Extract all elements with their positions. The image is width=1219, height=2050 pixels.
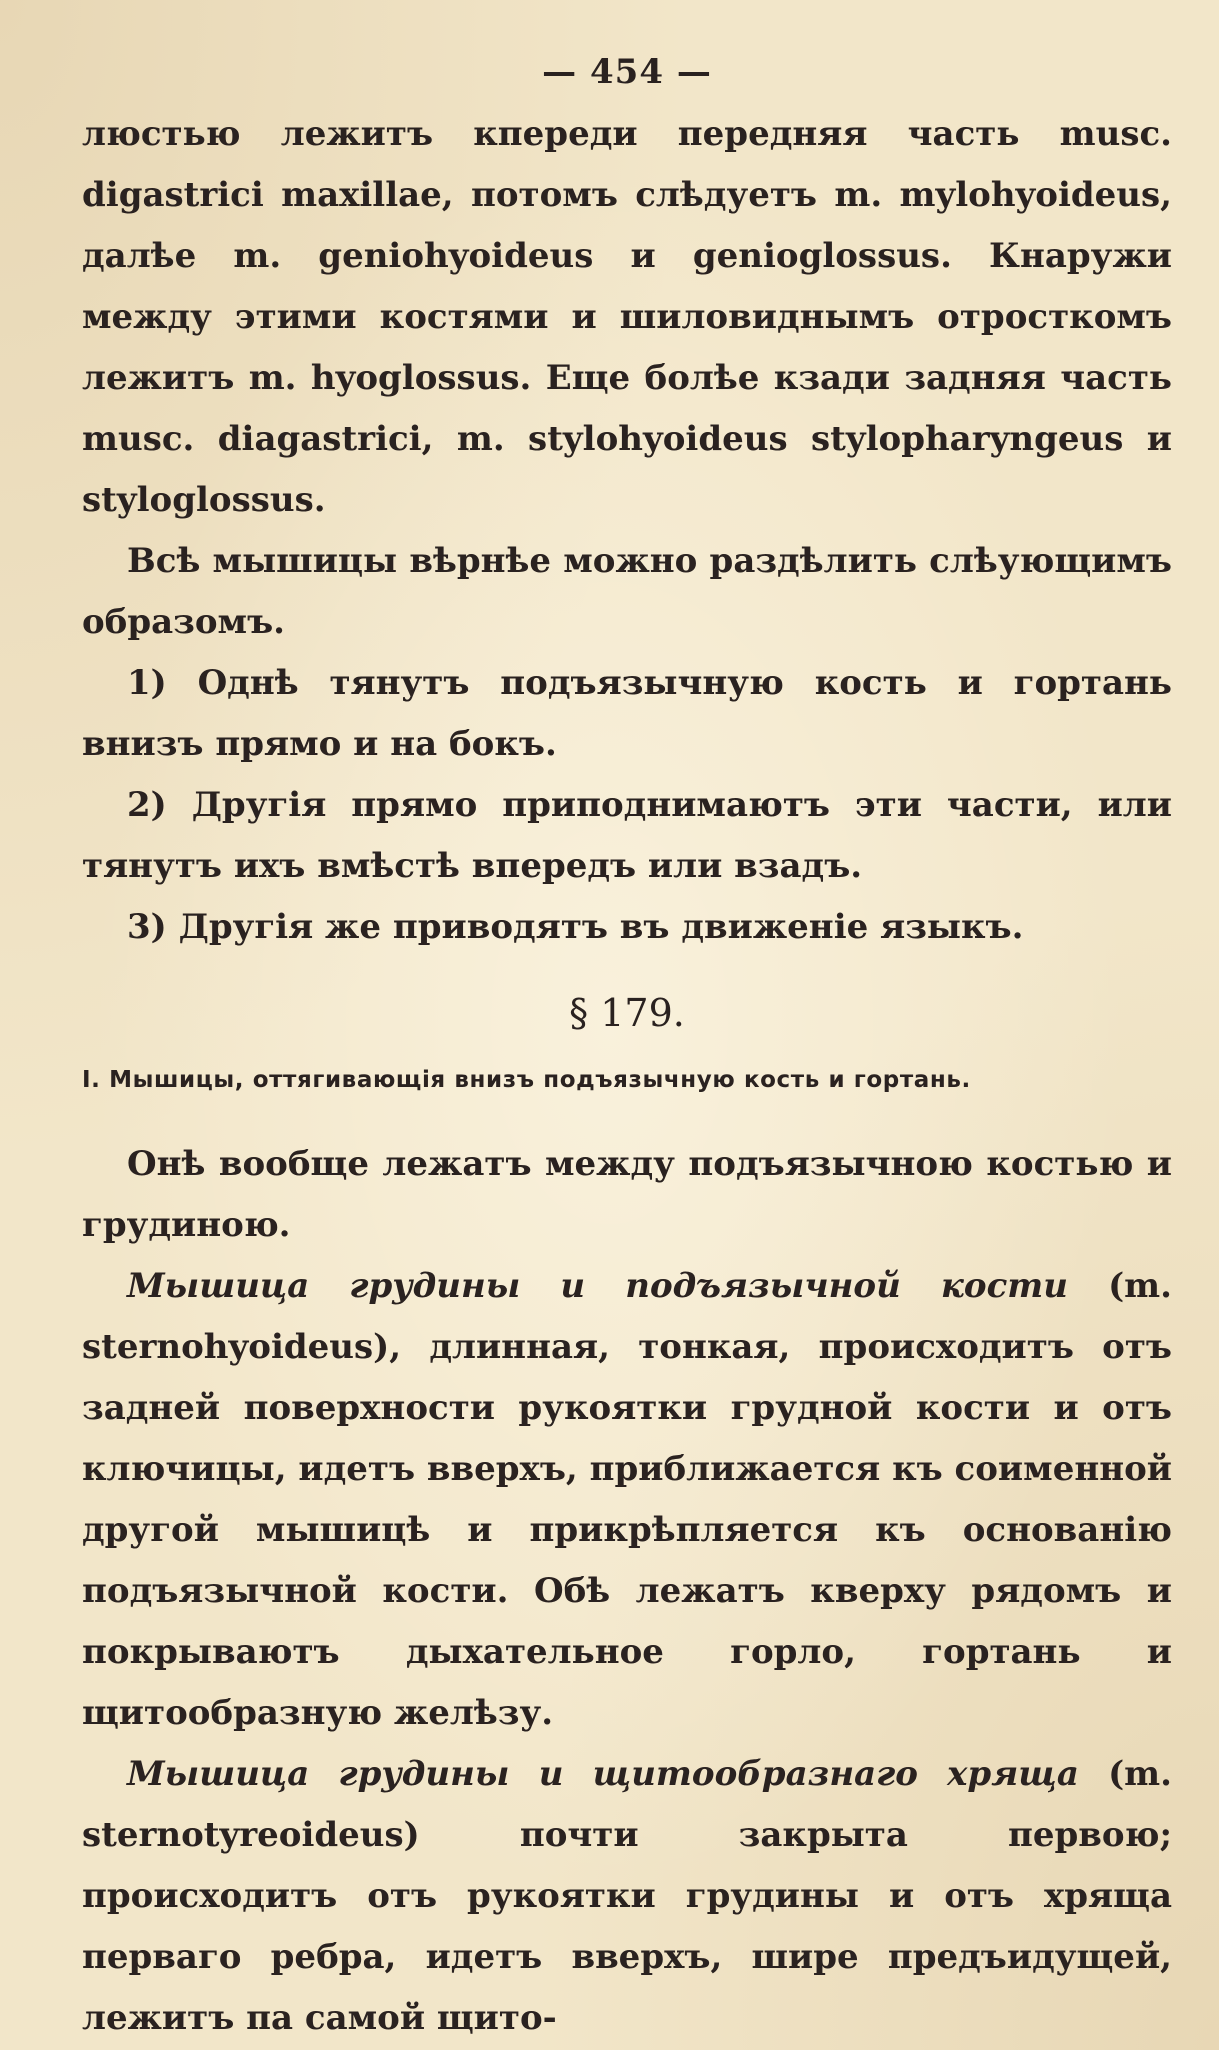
paragraph-location: Онѣ вообще лежатъ между подъязычною костью и грудиною.: [82, 1144, 1172, 1245]
muscle-term-sternotyreoideus: Мышица грудины и щитообразнаго хряща: [127, 1754, 1079, 1794]
section-number: § 179.: [569, 991, 685, 1035]
list-item-2: 2) Другія прямо приподнимаютъ эти части, или тянутъ ихъ вмѣстѣ впередъ или взадъ.: [82, 785, 1172, 886]
paragraph-continuation: люстью лежитъ кпереди передняя часть musc. digastrici maxillae, потомъ слѣдуетъ m. mylohyoideus, далѣе m. geniohyoideus и genioglossus. Кнаружи между этими костями и шиловиднымъ отросткомъ лежитъ m. hyoglossus. Еще болѣе кзади задняя часть musc. diagastrici, m. stylohyoideus stylopharyngeus и styloglossus.: [82, 114, 1172, 520]
page-number: — 454 —: [542, 52, 712, 92]
muscle-term-sternohyoideus: Мышица грудины и подъязычной кости: [127, 1266, 1068, 1306]
section-subheading: I. Мышицы, оттягивающія внизъ подъязычную кость и гортань.: [82, 1067, 971, 1093]
list-item-1: 1) Однѣ тянутъ подъязычную кость и гортань внизъ прямо и на бокъ.: [82, 663, 1172, 764]
paragraph-sternotyreoideus: [82, 1744, 1172, 2049]
paragraph-sternohyoideus: [82, 1256, 1172, 1744]
paragraph-division-intro: Всѣ мышицы вѣрнѣе можно раздѣлить слѣующимъ образомъ.: [82, 541, 1172, 642]
list-item-3: 3) Другія же приводятъ въ движеніе языкъ.: [127, 907, 1024, 947]
book-page: [82, 40, 1172, 2049]
paragraph-sternotyreoideus-text: (m. sternotyreoideus) почти закрыта первою; происходитъ отъ рукоятки грудины и отъ хряща перваго ребра, идетъ вверхъ, шире предъидущей, лежитъ па самой щито-: [82, 1754, 1172, 2038]
paragraph-sternohyoideus-text: (m. sternohyoideus), длинная, тонкая, происходитъ отъ задней поверхности рукоятки грудной кости и отъ ключицы, идетъ вверхъ, приближается къ соименной другой мышицѣ и прикрѣпляется къ основанію подъязычной кости. Обѣ лежатъ кверху рядомъ и покрываютъ дыхательное горло, гортань и щитообразную желѣзу.: [82, 1266, 1172, 1733]
